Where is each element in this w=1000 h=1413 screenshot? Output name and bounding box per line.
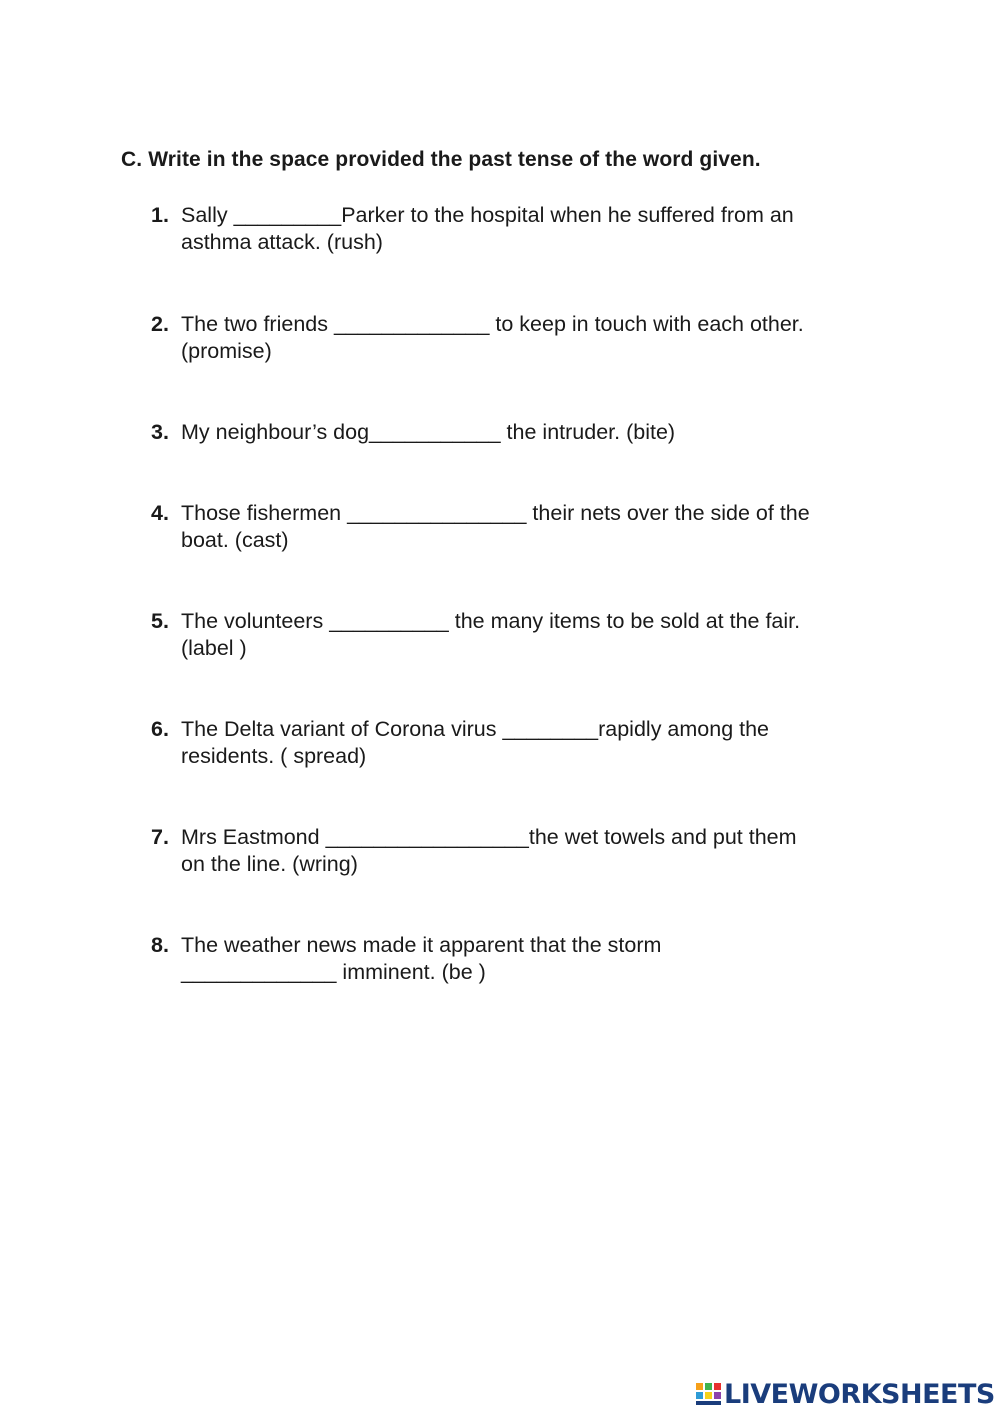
question-line: _____________ imminent. (be )	[181, 960, 486, 984]
question-line: The Delta variant of Corona virus ________rapidly among the	[181, 717, 770, 741]
question-number: 2.	[151, 312, 169, 336]
question-number: 6.	[151, 717, 169, 741]
section-heading	[121, 148, 761, 172]
question-line: on the line. (wring)	[181, 852, 358, 876]
question-line: (promise)	[181, 339, 272, 363]
question-line: The weather news made it apparent that the storm	[181, 933, 662, 957]
question-text	[181, 824, 891, 878]
question-number: 4.	[151, 501, 169, 525]
question-line: Mrs Eastmond _________________the wet towels and put them	[181, 825, 797, 849]
question-number: 3.	[151, 420, 169, 444]
question-text	[181, 202, 891, 256]
section-instruction: Write in the space provided the past tense of the word given.	[148, 148, 761, 171]
question-number: 7.	[151, 825, 169, 849]
question-text	[181, 608, 891, 662]
section-label: C.	[121, 148, 143, 171]
liveworksheets-logo-icon	[696, 1381, 722, 1407]
question-text	[181, 500, 891, 554]
question-number: 1.	[151, 203, 169, 227]
question-text	[181, 932, 891, 986]
question-line: The volunteers __________ the many items to be sold at the fair.	[181, 609, 801, 633]
question-text	[181, 716, 891, 770]
question-text	[181, 311, 891, 365]
question-number: 8.	[151, 933, 169, 957]
question-number: 5.	[151, 609, 169, 633]
liveworksheets-logo-text: LIVEWORKSHEETS	[724, 1378, 995, 1410]
liveworksheets-logo	[696, 1377, 995, 1411]
question-line: residents. ( spread)	[181, 744, 367, 768]
question-line: Those fishermen _______________ their nets over the side of the	[181, 501, 810, 525]
question-text	[181, 419, 891, 446]
question-line: asthma attack. (rush)	[181, 230, 383, 254]
question-line: Sally _________Parker to the hospital when he suffered from an	[181, 203, 794, 227]
question-line: boat. (cast)	[181, 528, 289, 552]
question-line: The two friends _____________ to keep in touch with each other.	[181, 312, 804, 336]
question-line: (label )	[181, 636, 247, 660]
question-line: My neighbour’s dog___________ the intruder. (bite)	[181, 420, 676, 444]
